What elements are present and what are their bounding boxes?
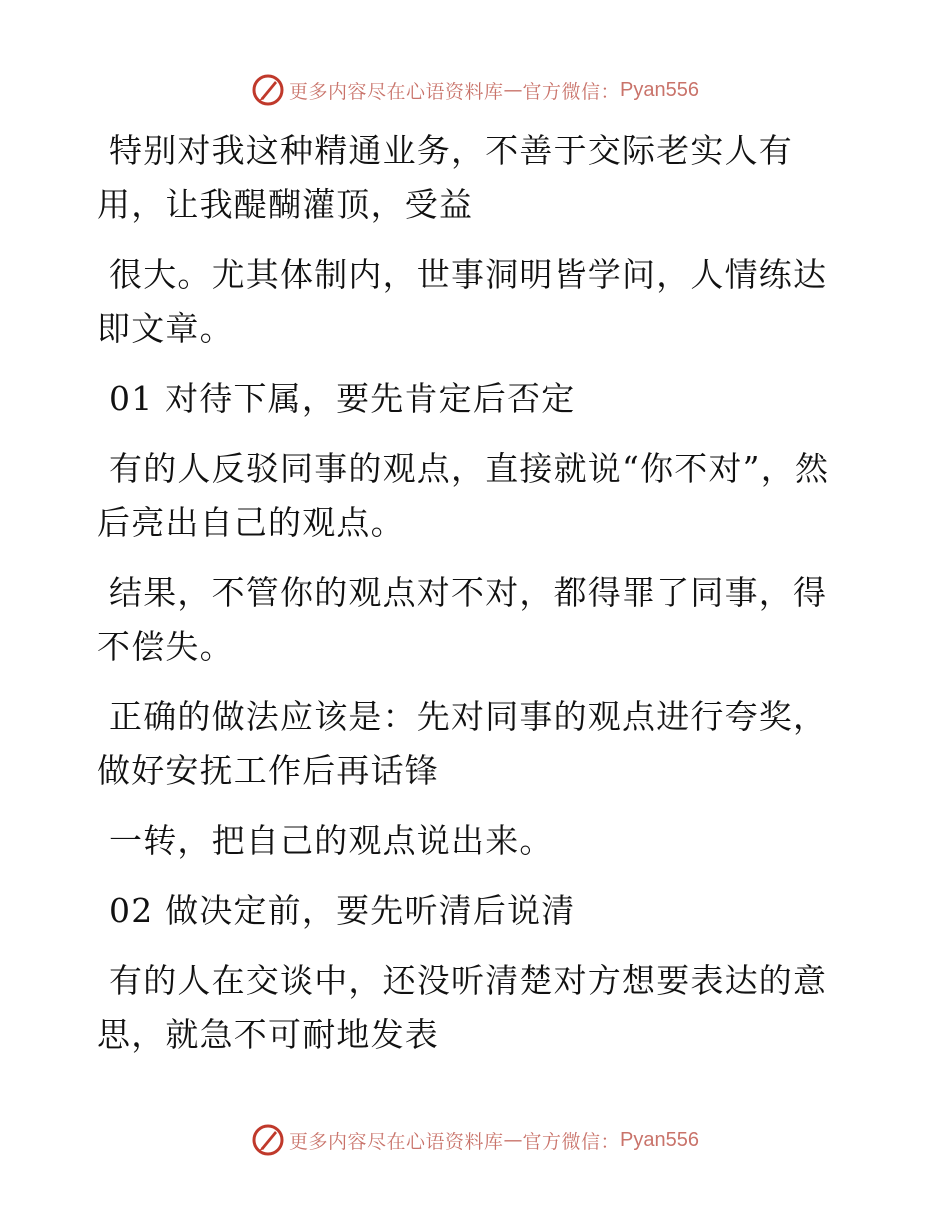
banner-separator: — — [503, 79, 523, 101]
paragraph: 很大。尤其体制内，世事洞明皆学问，人情练达即文章。 — [97, 255, 828, 348]
header-banner — [0, 70, 950, 110]
paragraph: 特别对我这种精通业务，不善于交际老实人有用，让我醍醐灌顶，受益 — [97, 131, 793, 224]
paragraph: 一转，把自己的观点说出来。 — [109, 821, 554, 860]
banner-text: 更多内容尽在心语资料库 — [289, 80, 504, 103]
section-heading: 01 对待下属，要先肯定后否定 — [109, 379, 576, 418]
footer-banner — [0, 1120, 950, 1160]
paragraph: 结果，不管你的观点对不对，都得罪了同事，得不偿失。 — [97, 573, 828, 666]
banner-wechat-id: Pyan556 — [620, 78, 699, 101]
quill-circle-logo-icon — [251, 73, 285, 107]
banner-separator: — — [503, 1129, 523, 1151]
banner-wechat-label: 官方微信： — [522, 1130, 621, 1153]
paragraph: 正确的做法应该是：先对同事的观点进行夸奖，做好安抚工作后再话锋 — [97, 697, 828, 790]
section-heading: 02 做决定前，要先听清后说清 — [109, 891, 576, 930]
quill-circle-logo-icon — [251, 1123, 285, 1157]
document-body — [97, 124, 837, 1078]
paragraph: 有的人反驳同事的观点，直接就说“你不对”，然后亮出自己的观点。 — [97, 449, 830, 542]
paragraph: 有的人在交谈中，还没听清楚对方想要表达的意思，就急不可耐地发表 — [97, 961, 828, 1054]
banner-text: 更多内容尽在心语资料库 — [289, 1130, 504, 1153]
banner-wechat-id: Pyan556 — [620, 1128, 699, 1151]
banner-wechat-label: 官方微信： — [522, 80, 621, 103]
